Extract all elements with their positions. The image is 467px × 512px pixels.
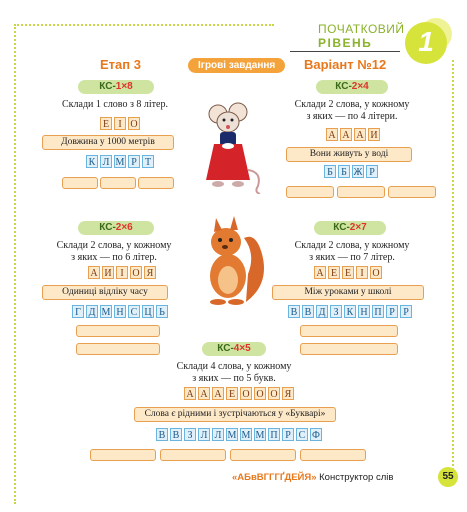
letter-tile: В xyxy=(288,305,300,318)
letter-tile: Ц xyxy=(142,305,154,318)
letter-tile: Д xyxy=(316,305,328,318)
answer-slot[interactable] xyxy=(337,186,385,198)
letter-tile: А xyxy=(88,266,100,279)
letter-tile: В xyxy=(170,428,182,441)
letter-tile: О xyxy=(268,387,280,400)
letter-tile: Р xyxy=(366,165,378,178)
letter-tile: М xyxy=(227,430,237,441)
letter-tile: Е xyxy=(100,117,112,130)
letter-tile: І xyxy=(116,266,128,279)
hint-2: Вони живуть у воді xyxy=(286,147,412,162)
tasks-badge: Ігрові завдання xyxy=(188,58,285,73)
letter-tile: Е xyxy=(342,266,354,279)
letter-tile: А xyxy=(198,387,210,400)
option-letters-5 xyxy=(156,428,322,441)
hint-1: Довжина у 1000 метрів xyxy=(42,135,174,150)
letter-tile: Т xyxy=(142,155,154,168)
hint-3: Одиниці відліку часу xyxy=(42,285,168,300)
letter-tile: М xyxy=(101,307,111,318)
letter-tile: С xyxy=(128,305,140,318)
letter-tile: П xyxy=(268,428,280,441)
level-underline xyxy=(290,51,400,52)
instruction-line: з яких — по 6 літер. xyxy=(71,252,157,263)
letter-tile: И xyxy=(102,266,114,279)
instruction-line: Склади 2 слова, у кожному xyxy=(294,99,410,110)
letter-tile: В xyxy=(302,305,314,318)
letter-tile: Я xyxy=(144,266,156,279)
mouse-illustration xyxy=(194,100,266,194)
letter-tile: О xyxy=(130,266,142,279)
task-instruction-5 xyxy=(164,361,304,385)
answer-slot[interactable] xyxy=(388,186,436,198)
letter-tile: Л xyxy=(100,155,112,168)
letter-tile: А xyxy=(354,128,366,141)
hint-5: Слова є рідними і зустрічаються у «Букварі» xyxy=(134,407,336,422)
instruction-line: з яких — по 4 літери. xyxy=(306,111,398,122)
letter-tile: М xyxy=(241,430,251,441)
option-letters-4 xyxy=(288,305,412,318)
task-instruction-3 xyxy=(44,240,184,264)
letter-tile: М xyxy=(255,430,265,441)
level-label-sub: РІВЕНЬ xyxy=(318,36,373,50)
answer-slot[interactable] xyxy=(100,177,136,189)
given-letters-3 xyxy=(88,266,156,279)
letter-tile: Л xyxy=(198,428,210,441)
given-letters-2 xyxy=(326,128,380,141)
letter-tile: Р xyxy=(400,305,412,318)
squirrel-illustration xyxy=(198,214,270,306)
letter-tile: М xyxy=(115,157,125,168)
letter-tile: К xyxy=(86,155,98,168)
letter-tile: А xyxy=(212,387,224,400)
letter-tile: А xyxy=(184,387,196,400)
instruction-line: Склади 2 слова, у кожному xyxy=(294,240,410,251)
letter-tile: Ь xyxy=(156,305,168,318)
task-code-3: КС-2×6 xyxy=(78,221,154,235)
instruction-line: Склади 4 слова, у кожному xyxy=(176,361,292,372)
letter-tile: Ж xyxy=(353,167,363,178)
letter-tile: З xyxy=(330,305,342,318)
letter-tile: И xyxy=(368,128,380,141)
answer-slot[interactable] xyxy=(76,343,160,355)
letter-tile: О xyxy=(128,117,140,130)
frame-border-left xyxy=(14,24,16,504)
footer-brand: «АБвВГГГҐДЕЙЯ» xyxy=(232,472,317,483)
answer-slots-1 xyxy=(62,177,174,189)
task-instruction-2 xyxy=(282,99,422,123)
instruction-line: з яких — по 5 букв. xyxy=(192,373,276,384)
answer-slot[interactable] xyxy=(286,186,334,198)
task-code-1: КС-1×8 xyxy=(78,80,154,94)
given-letters-4 xyxy=(314,266,382,279)
letter-tile: О xyxy=(370,266,382,279)
instruction-line: з яких — по 7 літер. xyxy=(309,252,395,263)
instruction-line: Склади 2 слова, у кожному xyxy=(56,240,172,251)
letter-tile: Е xyxy=(328,266,340,279)
letter-tile: Я xyxy=(282,387,294,400)
answer-slot[interactable] xyxy=(62,177,98,189)
variant-title: Варіант №12 xyxy=(304,57,387,72)
letter-tile: О xyxy=(240,387,252,400)
letter-tile: Е xyxy=(226,387,238,400)
letter-tile: І xyxy=(356,266,368,279)
option-letters-2 xyxy=(324,165,378,178)
letter-tile: А xyxy=(314,266,326,279)
frame-border-top xyxy=(14,24,274,26)
answer-slot[interactable] xyxy=(76,325,160,337)
letter-tile: Л xyxy=(212,428,224,441)
task-code-5: КС-4×5 xyxy=(202,342,266,356)
letter-tile: І xyxy=(114,117,126,130)
letter-tile: В xyxy=(156,428,168,441)
letter-tile: П xyxy=(372,305,384,318)
level-label: ПОЧАТКОВИЙ xyxy=(318,22,405,36)
letter-tile: Н xyxy=(114,305,126,318)
task-code-2: КС-2×4 xyxy=(316,80,388,94)
letter-tile: Р xyxy=(282,428,294,441)
given-letters-5 xyxy=(184,387,294,400)
letter-tile: Р xyxy=(128,155,140,168)
letter-tile: Г xyxy=(72,305,84,318)
answer-slot[interactable] xyxy=(138,177,174,189)
letter-tile: З xyxy=(184,428,196,441)
frame-border-right xyxy=(452,60,454,470)
letter-tile: Б xyxy=(324,165,336,178)
letter-tile: К xyxy=(344,305,356,318)
footer-subtitle: Конструктор слів xyxy=(319,472,394,483)
answer-slot[interactable] xyxy=(230,449,296,461)
page-number: 55 xyxy=(438,467,458,487)
answer-slot[interactable] xyxy=(300,325,398,337)
option-letters-3 xyxy=(72,305,168,318)
answer-slots-5 xyxy=(90,449,366,461)
stage-title: Етап 3 xyxy=(100,57,141,72)
letter-tile: Н xyxy=(358,305,370,318)
hint-4: Між уроками у школі xyxy=(272,285,424,300)
letter-tile: Д xyxy=(86,305,98,318)
answer-slot[interactable] xyxy=(300,449,366,461)
letter-tile: А xyxy=(326,128,338,141)
task-instruction-1: Склади 1 слово з 8 літер. xyxy=(61,99,168,110)
answer-slot[interactable] xyxy=(300,343,398,355)
letter-tile: Р xyxy=(386,305,398,318)
letter-tile: Б xyxy=(338,165,350,178)
answer-slot[interactable] xyxy=(160,449,226,461)
answer-slots-2 xyxy=(286,186,436,198)
option-letters-1 xyxy=(86,155,154,168)
letter-tile: А xyxy=(340,128,352,141)
footer-title xyxy=(232,472,393,483)
answer-slot[interactable] xyxy=(90,449,156,461)
letter-tile: Ф xyxy=(310,428,322,441)
task-instruction-4 xyxy=(282,240,422,264)
given-letters-1 xyxy=(100,117,140,130)
task-code-4: КС-2×7 xyxy=(314,221,386,235)
letter-tile: О xyxy=(254,387,266,400)
letter-tile: С xyxy=(296,428,308,441)
level-number: 1 xyxy=(418,26,434,57)
